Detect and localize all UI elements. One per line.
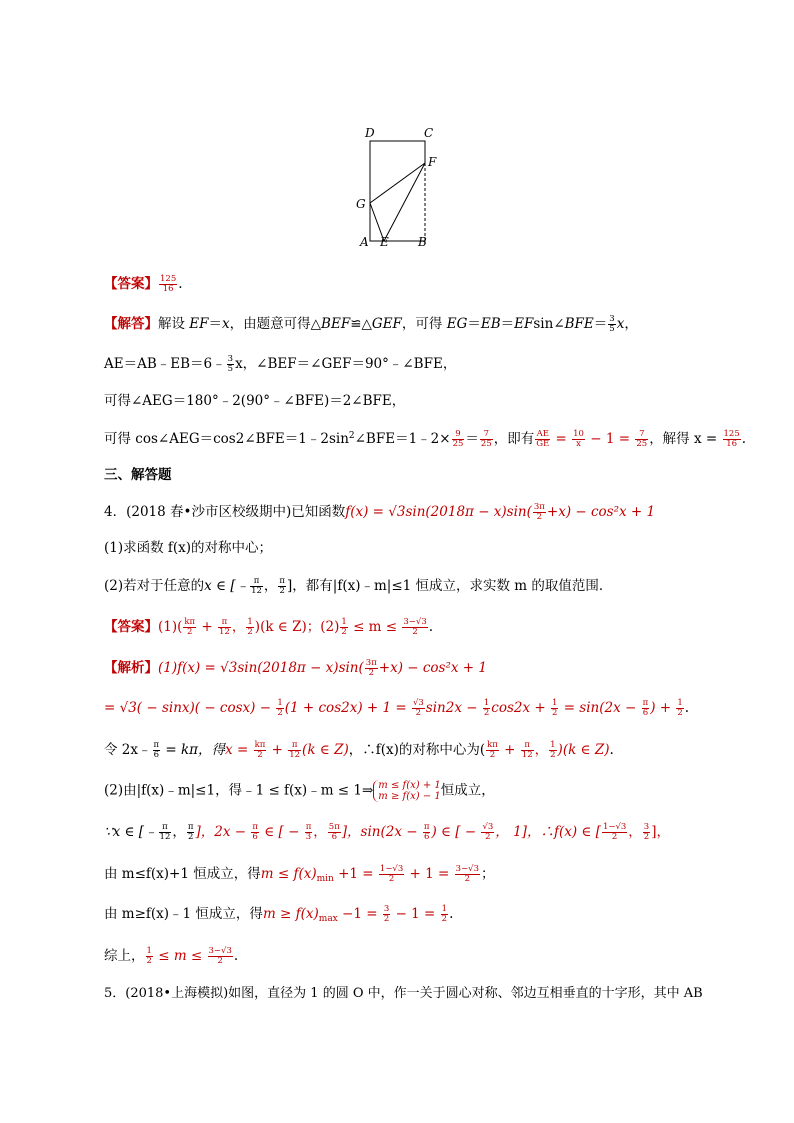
analysis-4-line-6: 由 m≤f(x)+1 恒成立，得$m \le f(x)_{min} +1$ = $\frac{1-√3}{2}$ + 1 = $\frac{3-√3}{2}$ ； — [104, 864, 495, 884]
analysis-4-line-8: 综上， $\frac{1}{2}$ ≤ m ≤ $\frac{3-√3}{2}$ . — [104, 946, 239, 966]
answer-fraction: $\frac{125}{16}$ — [160, 274, 177, 294]
problem-4-q2: (2)若对于任意的x ∈ [﹣ $\frac{\pi}{12}$ ， $\frac{\pi}{2}$ ]，都有|f(x)﹣m|≤1 恒成立，求实数 m 的取值范围． — [104, 576, 613, 596]
answer-1: 【答案】 $\frac{125}{16}$ . — [104, 274, 183, 294]
label-A: A — [360, 235, 369, 249]
analysis-4-line-7: 由 m≥f(x)﹣1 恒成立，得$m \ge f(x)_{max} -1$ = $\frac{3}{2}$ − 1 = $\frac{1}{2}$ . — [104, 904, 454, 924]
solution-1-line-1: 【解答】解设 EF＝x，由题意可得△BEF≌△GEF，可得 EG＝EB＝EFsin∠BFE＝ $\frac{3}{5}$ x， — [104, 314, 638, 334]
solution-1-line-4: 可得 $\cos\angle AEG=\cos 2\angle BFE=1﹣2\sin^2\angle BFE=1﹣2\times$ $\frac{9}{25}$ ＝ $\frac{7}{25}$ ，即有 $\frac{AE}{GE}$ = $\frac{10}{x}$ − 1 = $\frac{7}{25}$ ，解得 x = $\frac{125}{16}$ . — [104, 429, 747, 449]
answer-tag: 【答案】 — [104, 619, 158, 635]
solution-tag: 【解答】 — [104, 316, 158, 332]
label-D: D — [365, 126, 375, 140]
answer-tag: 【答案】 — [104, 276, 158, 292]
label-G: G — [356, 197, 366, 211]
analysis-4-line-4: (2)由|f(x)﹣m|≤1，得﹣1 ≤ f(x)﹣m ≤ 1⇒ m ≤ f(x) + 1 m ≥ f(x) − 1 恒成立， — [104, 780, 495, 802]
label-F: F — [428, 155, 437, 169]
problem-4-q1: (1)求函数 f(x)的对称中心； — [104, 540, 273, 556]
solution-1-line-2: AE＝AB﹣EB＝6﹣ $\frac{3}{5}$ x，∠BEF＝∠GEF＝90°﹣∠BFE， — [104, 354, 457, 374]
label-E: E — [380, 235, 389, 249]
geometry-figure — [345, 122, 445, 252]
solution-1-line-3: 可得∠AEG＝180°﹣2(90°﹣∠BFE)＝2∠BFE， — [104, 393, 406, 409]
label-C: C — [424, 126, 434, 140]
problem-5-stem: 5．(2018•上海模拟)如图，直径为 1 的圆 O 中，作一关于圆心对称、邻边互相垂直的十字形，其中 AB — [104, 986, 703, 1001]
problem-4-stem: 4．(2018 春•沙市区校级期中)已知函数f(x) = √3sin(2018π − x)sin( $\frac{3\pi}{2}$ +x) − cos²x + 1 — [104, 502, 656, 522]
brace-system: m ≤ f(x) + 1 m ≥ f(x) − 1 — [373, 780, 440, 802]
section-title: 三、解答题 — [104, 467, 172, 483]
analysis-tag: 【解析】 — [104, 660, 158, 676]
analysis-4-line-5: ∵x ∈ [﹣ $\frac{\pi}{12}$ ， $\frac{\pi}{2}$ ]，2x − $\frac{\pi}{6}$ ∈ [ − $\frac{\pi}{3}$ ， $\frac{5\pi}{6}$ ]，sin(2x − $\frac{\pi}{6}$ ) ∈ [ − $\frac{√3}{2}$ ， 1]，∴f(x) ∈ [ $\frac{1-√3}{2}$ ， $\frac{3}{2}$ ]， — [104, 822, 670, 842]
label-B: B — [418, 235, 427, 249]
analysis-4-line-2: = √3( − sinx)( − cosx) − $\frac{1}{2}$ (1 + cos2x) + 1 = $\frac{√3}{2}$ sin2x − $\frac{1}{2}$ cos2x + $\frac{1}{2}$ = sin(2x − $\frac{\pi}{6}$ ) + $\frac{1}{2}$ . — [104, 698, 690, 718]
analysis-4-line-1: 【解析】(1)f(x) = √3sin(2018π − x)sin( $\frac{3\pi}{2}$ +x) − cos²x + 1 — [104, 658, 487, 678]
answer-4: 【答案】(1)( $\frac{k\pi}{2}$ + $\frac{\pi}{12}$ ， $\frac{1}{2}$ )(k ∈ Z)；(2) $\frac{1}{2}$ ≤ m ≤ $\frac{3-√3}{2}$ . — [104, 617, 434, 637]
analysis-4-line-3: 令 2x﹣ $\frac{\pi}{6}$ = kπ，得x = $\frac{k\pi}{2}$ + $\frac{\pi}{12}$ (k ∈ Z)，∴f(x)的对称中心为( $\frac{k\pi}{2}$ + $\frac{\pi}{12}$ ， $\frac{1}{2}$ )(k ∈ Z). — [104, 740, 614, 760]
